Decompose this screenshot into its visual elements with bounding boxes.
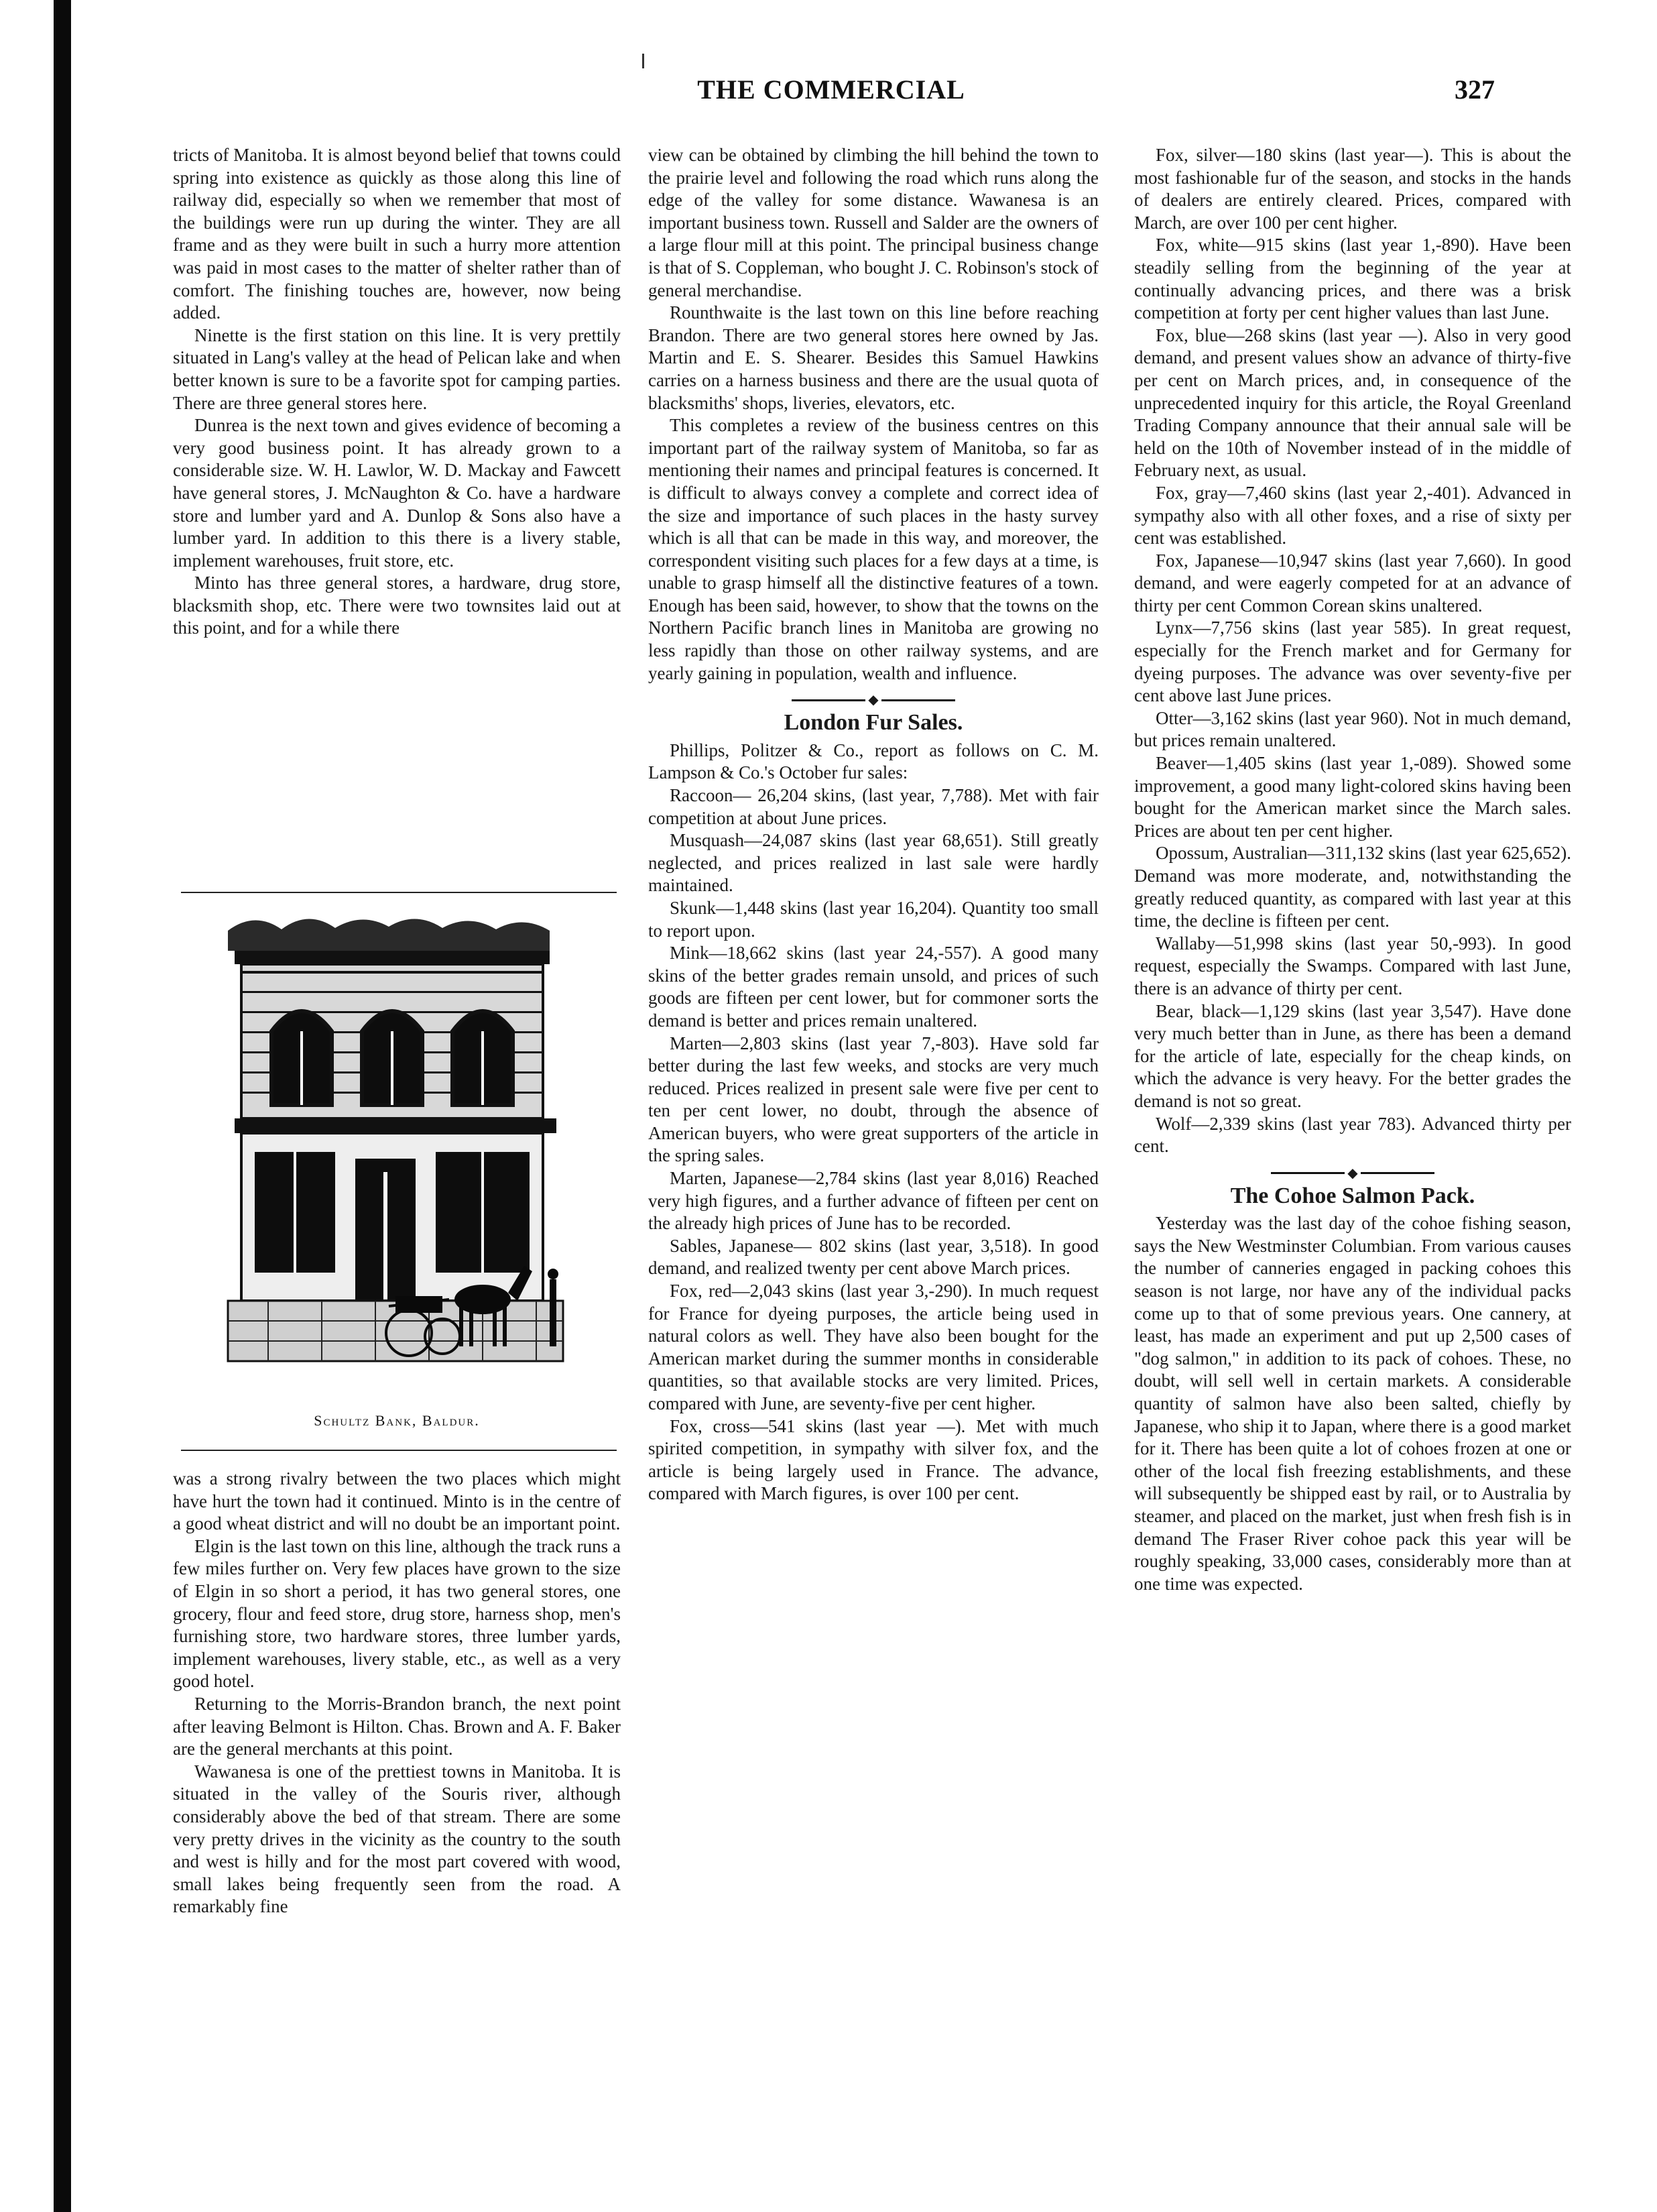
section-divider: ◆: [648, 691, 1099, 707]
article-paragraph: This completes a review of the business centres on this important part of the railway system of Manitoba, so far as mentioning their names and principal features is concerned. It is difficult to always convey a complete and correct idea of the size and importance of such places in the hasty survey which is all that can be made in this way, and moreover, the correspondent visiting such places for a few days at a time, is unable to grasp himself all the distinctive features of a town. Enough has been said, however, to show that the towns on the Northern Pacific branch lines in Manitoba are growing no less rapidly than those on other railway systems, and are yearly gaining in population, wealth and influence.: [648, 415, 1099, 683]
column-3: [1134, 144, 1571, 1595]
fur-report-paragraph: Musquash—24,087 skins (last year 68,651). Still greatly neglected, and prices realized in last sale were hardly maintained.: [648, 830, 1099, 896]
fur-report-paragraph: Beaver—1,405 skins (last year 1,-089). Showed some improvement, a good many light-colored skins having been bought for the American market since the March sales. Prices are about ten per cent higher.: [1134, 753, 1571, 841]
page-left-edge-bar: [54, 0, 71, 2212]
fur-report-paragraph: Wallaby—51,998 skins (last year 50,-993). In good request, especially the Swamps. Compared with last June, there is an advance of thirty per cent.: [1134, 933, 1571, 998]
page-number: 327: [1455, 74, 1495, 105]
fur-report-paragraph: Sables, Japanese— 802 skins (last year, 3,518). In good demand, and realized twenty per cent above March prices.: [648, 1235, 1099, 1279]
article-paragraph: Wawanesa is one of the prettiest towns in Manitoba. It is situated in the valley of the Souris river, although considerably above the bed of that stream. There are some very pretty drives in the vicinity as the country to the south and west is hilly and for the most part covered with wood, small lakes being frequently seen from the road. A remarkably fine: [173, 1761, 621, 1917]
bank-building-illustration: [214, 904, 576, 1400]
fur-report-paragraph: Fox, cross—541 skins (last year —). Met with much spirited competition, in sympathy with silver fox, and the article is being largely used in France. The advance, compared with March figures, is over 100 per cent.: [648, 1415, 1099, 1504]
article-paragraph: Yesterday was the last day of the cohoe fishing season, says the New Westminster Columbian. From various causes the number of canneries engaged in packing cohoes this season is not large, nor have any of the individual packs come up to that of some previous years. One cannery, at least, has made an experiment and put up 2,500 cases of "dog salmon," in addition to its pack of cohoes. These, no doubt, will sell well in certain markets. A considerable quantity of salmon have also been salted, chiefly by Japanese, who ship it to Japan, where there is a good market for it. There has been quite a lot of cohoes frozen at one or other of the local fish freezing establishments, and these will subsequently be shipped east by rail, or to Australia by steamer, and placed on the market, just when fresh fish is in demand The Fraser River cohoe pack this year will be roughly speaking, 33,000 cases, considerably more than at one time was expected.: [1134, 1213, 1571, 1594]
fur-report-paragraph: Marten, Japanese—2,784 skins (last year 8,016) Reached very high figures, and a further advance of fifteen per cent on the already high prices of June has to be recorded.: [648, 1168, 1099, 1234]
article-paragraph: tricts of Manitoba. It is almost beyond belief that towns could spring into existence as quickly as those along this line of railway did, especially so when we remember that most of the buildings were run up during the winter. They are all frame and as they were built in such a hurry more attention was paid in most cases to the matter of shelter rather than of comfort. The finishing touches are, however, now being added.: [173, 145, 621, 323]
article-paragraph: Rounthwaite is the last town on this line before reaching Brandon. There are two general stores here owned by Jas. Martin and E. S. Shearer. Besides this Samuel Hawkins carries on a harness business and there are the usual quota of blacksmiths' shops, liveries, elevators, etc.: [648, 302, 1099, 413]
fur-report-paragraph: Fox, gray—7,460 skins (last year 2,-401). Advanced in sympathy also with all other foxes, and a rise of sixty per cent was established.: [1134, 482, 1571, 548]
illustration-caption: Schultz Bank, Baldur.: [314, 1412, 480, 1429]
section-heading-cohoe-salmon-pack: The Cohoe Salmon Pack.: [1230, 1183, 1475, 1208]
fur-report-paragraph: Fox, red—2,043 skins (last year 3,-290). In much request for France for dyeing purposes, the article being used in natural colors as well. They have also been bought for the American market during the summer months in considerable quantities, so that available stocks are very limited. Prices, compared with June, are seventy-five per cent higher.: [648, 1281, 1099, 1414]
fur-report-paragraph: Lynx—7,756 skins (last year 585). In great request, especially for the French market and for Germany for dyeing purposes. The advance was over seventy-five per cent above last June prices.: [1134, 618, 1571, 706]
top-mark: [642, 54, 644, 68]
publication-title: THE COMMERCIAL: [697, 74, 965, 105]
fur-report-paragraph: Marten—2,803 skins (last year 7,-803). Have sold far better during the last few weeks, and stocks are very much reduced. Prices realized in present sale were five per cent to ten per cent lower, no doubt, through the absence of American buyers, who were great supporters of the article in the spring sales.: [648, 1033, 1099, 1166]
fur-report-paragraph: Fox, Japanese—10,947 skins (last year 7,660). In good demand, and were eagerly competed for at an advance of thirty per cent Common Corean skins unaltered.: [1134, 550, 1571, 616]
fur-report-paragraph: Opossum, Australian—311,132 skins (last year 625,652). Demand was more moderate, and, notwithstanding the greatly reduced quantity, as compared with last year at this time, the decline is fifteen per cent.: [1134, 843, 1571, 931]
article-paragraph: Dunrea is the next town and gives evidence of becoming a very good business point. It has already grown to a considerable size. W. H. Lawlor, W. D. Mackay and Fawcett have general stores, J. McNaughton & Co. have a hardware store and lumber yard and A. Dunlop & Sons also have a lumber yard. In addition to this there is a livery stable, implement warehouses, fruit store, etc.: [173, 415, 621, 571]
fur-report-paragraph: Phillips, Politzer & Co., report as follows on C. M. Lampson & Co.'s October fur sales:: [648, 740, 1099, 783]
page-header: [161, 74, 1501, 114]
article-paragraph: Ninette is the first station on this line. It is very prettily situated in Lang's valley at the head of Pelican lake and when better known is sure to be a favorite spot for camping parties. There are three general stores here.: [173, 325, 621, 413]
fur-report-paragraph: Mink—18,662 skins (last year 24,-557). A good many skins of the better grades remain unsold, and prices of such goods are fifteen per cent lower, but for commoner sorts the demand is better and prices remain unaltered.: [648, 943, 1099, 1031]
fur-report-paragraph: Fox, silver—180 skins (last year—). This is about the most fashionable fur of the season, and stocks in the hands of dealers are entirely cleared. Prices, compared with March, are over 100 per cent higher.: [1134, 145, 1571, 233]
column-1-continued: [173, 1468, 621, 1918]
fur-report-paragraph: Bear, black—1,129 skins (last year 3,547). Have done very much better than in June, as there has been a demand for the article of late, especially for the cheap kinds, on which the advance is very heavy. For the better grades the demand is not so great.: [1134, 1000, 1571, 1111]
fur-report-paragraph: Skunk—1,448 skins (last year 16,204). Quantity too small to report upon.: [648, 897, 1099, 941]
fur-report-paragraph: Fox, blue—268 skins (last year —). Also in very good demand, and present values show an advance of thirty-five per cent on March prices, and, in consequence of the unprecedented inquiry for this article, the Royal Greenland Trading Company announce that their annual sale will be held on the 10th of November instead of in the middle of February next, as usual.: [1134, 325, 1571, 481]
article-paragraph: Returning to the Morris-Brandon branch, the next point after leaving Belmont is Hilton. Chas. Brown and A. F. Baker are the general merchants at this point.: [173, 1693, 621, 1759]
illustration-bottom-rule: [181, 1450, 617, 1451]
article-paragraph: view can be obtained by climbing the hill behind the town to the prairie level and following the road which runs along the edge of the valley for some distance. Wawanesa is an important business town. Russell and Salder are the owners of a large flour mill at this point. The principal business change is that of S. Coppleman, who bought J. C. Robinson's stock of general merchandise.: [648, 145, 1099, 300]
fur-report-paragraph: Raccoon— 26,204 skins, (last year, 7,788). Met with fair competition at about June prices.: [648, 784, 1099, 828]
article-paragraph: was a strong rivalry between the two places which might have hurt the town had it continued. Minto is in the centre of a good wheat district and will no doubt be an important point.: [173, 1468, 621, 1534]
fur-report-paragraph: Wolf—2,339 skins (last year 783). Advanced thirty per cent.: [1134, 1113, 1571, 1157]
column-2: [648, 144, 1099, 1505]
article-paragraph: Elgin is the last town on this line, although the track runs a few miles further on. Very few places have grown to the size of Elgin in so short a period, it has two general stores, one grocery, flour and feed store, drug store, harness shop, men's furnishing store, two hardware stores, three lumber yards, implement warehouses, livery stable, etc., as well as a very good hotel.: [173, 1535, 621, 1692]
article-paragraph: Minto has three general stores, a hardware, drug store, blacksmith shop, etc. There were two townsites laid out at this point, and for a while there: [173, 573, 621, 638]
illustration-top-rule: [181, 892, 617, 893]
section-divider: ◆: [1134, 1165, 1571, 1181]
section-heading-london-fur-sales: London Fur Sales.: [784, 710, 963, 736]
fur-report-paragraph: Otter—3,162 skins (last year 960). Not in much demand, but prices remain unaltered.: [1134, 707, 1571, 751]
fur-report-paragraph: Fox, white—915 skins (last year 1,-890). Have been steadily selling from the beginning of the year at continually advancing prices, and there was a brisk competition at forty per cent higher values than last June.: [1134, 235, 1571, 323]
column-1: [173, 144, 621, 640]
